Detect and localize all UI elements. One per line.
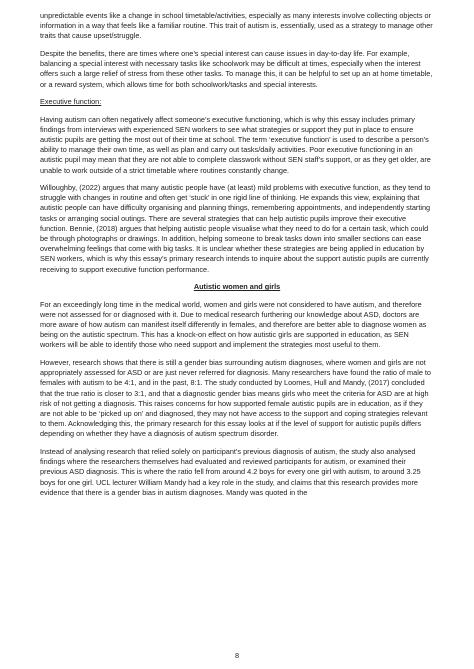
body-paragraph: For an exceedingly long time in the medical world, women and girls were not considered to have autism, and therefore were not assessed for or diagnosed with it. Due to medical research furthering our knowledge about ASD, doctors are more aware of how autism can manifest itself differently in females, and therefore are better able to diagnose women as being on the autistic spectrum. This has a knock-on effect on how autistic girls are supported in education, as SEN workers will be able to identify those who need support and implement the strategies most useful to them.	[40, 299, 427, 350]
subheading-executive-function: Executive function:	[40, 97, 102, 107]
body-paragraph: However, research shows that there is still a gender bias surrounding autism diagnoses, where women and girls are not appropriately assessed for ASD or are just never referred for diagnosis. Many researchers have found the ratio of male to females with autism to be 4:1, and in the past, 8:1. The study conducted by Loomes, Hull and Mandy, (2017) concluded that the true ratio is closer to 3:1, and that a diagnostic gender bias means girls who meet the criteria for ASD are at high risk of not getting a diagnosis. This raises concerns for how supported female autistic pupils are in education, as if they are not able to be ‘picked up on’ and diagnosed, they may not have access to the support and coping strategies relevant to them. Acknowledging this, the primary research for this essay looks at if the level of support for autistic pupils differs depending on whether they have a diagnosis of autism spectrum disorder.	[40, 357, 431, 439]
body-paragraph: Having autism can often negatively affect someone’s executive functioning, which is why this essay includes primary findings from interviews with experienced SEN workers to see what strategies or support they put in place to ensure autistic pupils are getting the most out of their time at school. The term ‘executive function’ is used to describe a person’s ability to manage their own time, as well as plan and carry out tasks/daily activities. Poor executive functioning in an autistic pupil may mean that they are not able to complete classwork without SEN staff’s support, or as they get older, are unable to work outside of a strict timetable where routines constantly change.	[40, 114, 431, 175]
body-paragraph: Willoughby, (2022) argues that many autistic people have (at least) mild problems with executive function, as they tend to struggle with changes in routine and often get ‘stuck’ in one rigid line of thinking. He expands this view, explaining that autistic people can have difficulty organising and planning things, remembering appointments, and independently starting tasks or arranging social outings. There are several strategies that can help autistic pupils improve their executive function. Bennie, (2018) argues that helping autistic people visualise what they need to do for a certain task, which could be through photographs or drawings. In addition, helping someone to break tasks down into smaller sections can ease overwhelming feelings that come with big tasks. It is unclear whether these strategies are being applied in education by SEN workers, which is why this essay’s primary research intends to inquire about the support autistic pupils are currently receiving to support executive function performance.	[40, 183, 431, 274]
body-paragraph: Despite the benefits, there are times where one’s special interest can cause issues in day-to-day life. For example, balancing a special interest with necessary tasks like schoolwork may be difficult at times, especially when the interest offers such a large relief of stress from these other tasks. To manage this, it can be helpful to set up an at home timetable, or a reward system, which allows time for both schoolwork/tasks and special interests.	[40, 48, 433, 89]
section-title: Autistic women and girls	[193, 282, 281, 292]
body-paragraph: unpredictable events like a change in school timetable/activities, especially as many interests involve collecting objects or information in a way that feels like a familiar routine. This trait of autism is, essentially, used as a strategy to manage other traits that cause upset/struggle.	[40, 11, 433, 41]
body-paragraph: Instead of analysing research that relied solely on participant’s previous diagnosis of autism, the study also analysed findings where the researchers themselves had evaluated and reviewed participants for autism, or examined their previous ASD diagnosis. This is where the ratio fell from around 4.2 boys for every one girl with autism, to around 3.25 boys for one girl. UCL lecturer William Mandy had a key role in the study, and claims that this research provides more evidence that there is a gender bias in autism diagnoses. Mandy was quoted in the	[40, 446, 421, 497]
page-number: 8	[234, 651, 240, 660]
